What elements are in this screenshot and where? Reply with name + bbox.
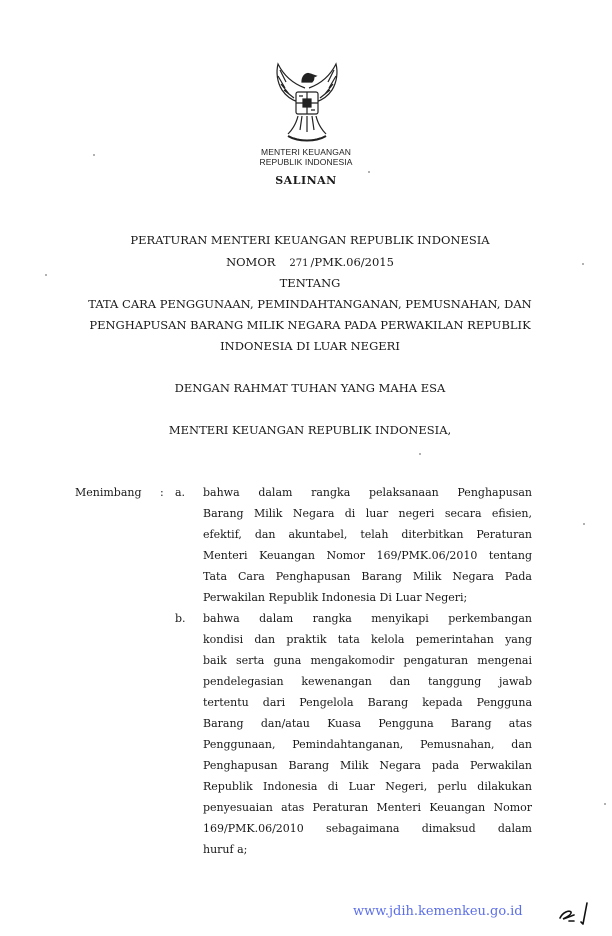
scan-speck xyxy=(368,171,370,173)
item-b-line: Republik Indonesia di Luar Negeri, perlu dilakukan xyxy=(203,780,532,793)
garuda-emblem-icon xyxy=(272,58,342,146)
item-b-line: tertentu dari Pengelola Barang kepada Pengguna xyxy=(203,696,532,709)
scan-speck xyxy=(583,523,585,525)
nomor-suffix: /PMK.06/2015 xyxy=(310,255,394,269)
scan-speck xyxy=(45,274,47,276)
ministry-name-line1: MENTERI KEUANGAN xyxy=(261,147,351,157)
item-b-line: huruf a; xyxy=(203,843,248,856)
scan-speck xyxy=(582,263,584,265)
issuer: MENTERI KEUANGAN REPUBLIK INDONESIA, xyxy=(168,423,452,437)
item-b-line: Barang dan/atau Kuasa Pengguna Barang atas xyxy=(203,717,532,730)
subject-line-3: INDONESIA DI LUAR NEGERI xyxy=(220,339,400,353)
item-a-line: efektif, dan akuntabel, telah diterbitkan Peraturan xyxy=(203,528,532,541)
item-b-letter: b. xyxy=(175,612,186,625)
paraf-signature-icon xyxy=(557,900,597,926)
item-b-line: penyesuaian atas Peraturan Menteri Keuangan Nomor xyxy=(203,801,532,814)
item-a-line: Tata Cara Penghapusan Barang Milik Negara Pada xyxy=(203,570,532,583)
item-b-line: bahwa dalam rangka menyikapi perkembangan xyxy=(203,612,532,625)
item-a-line: bahwa dalam rangka pelaksanaan Penghapusan xyxy=(203,486,532,499)
subject-line-2: PENGHAPUSAN BARANG MILIK NEGARA PADA PERWAKILAN REPUBLIK xyxy=(89,318,531,332)
jdih-website-link[interactable]: www.jdih.kemenkeu.go.id xyxy=(353,904,523,919)
item-b-text xyxy=(203,608,532,860)
scan-speck xyxy=(604,803,606,805)
menimbang-colon: : xyxy=(160,486,164,499)
invocation: DENGAN RAHMAT TUHAN YANG MAHA ESA xyxy=(174,381,446,395)
item-b-line: kondisi dan praktik tata kelola pemerintahan yang xyxy=(203,633,532,646)
item-a-line: Menteri Keuangan Nomor 169/PMK.06/2010 tentang xyxy=(203,549,532,562)
menimbang-label: Menimbang xyxy=(75,486,142,499)
item-b-line: Penggunaan, Pemindahtanganan, Pemusnahan, dan xyxy=(203,738,532,751)
item-a-line: Perwakilan Republik Indonesia Di Luar Negeri; xyxy=(203,591,468,604)
item-a-line: Barang Milik Negara di luar negeri secara efisien, xyxy=(203,507,532,520)
ministry-name-line2: REPUBLIK INDONESIA xyxy=(259,157,353,167)
scan-speck xyxy=(93,154,95,156)
nomor-number: 271 xyxy=(289,258,309,269)
subject-line-1: TATA CARA PENGGUNAAN, PEMINDAHTANGANAN, PEMUSNAHAN, DAN xyxy=(88,297,532,311)
item-a-text xyxy=(203,482,532,608)
regulation-number xyxy=(0,255,612,271)
tentang-label: TENTANG xyxy=(279,276,341,290)
regulation-title: PERATURAN MENTERI KEUANGAN REPUBLIK INDONESIA xyxy=(130,233,490,247)
nomor-label: NOMOR xyxy=(226,255,276,269)
scan-speck xyxy=(419,453,421,455)
item-b-line: Penghapusan Barang Milik Negara pada Perwakilan xyxy=(203,759,532,772)
item-b-line: 169/PMK.06/2010 sebagaimana dimaksud dalam xyxy=(203,822,532,835)
item-b-line: baik serta guna mengakomodir pengaturan mengenai xyxy=(203,654,532,667)
copy-mark: SALINAN xyxy=(275,174,337,187)
item-b-line: pendelegasian kewenangan dan tanggung jawab xyxy=(203,675,532,688)
item-a-letter: a. xyxy=(175,486,186,499)
